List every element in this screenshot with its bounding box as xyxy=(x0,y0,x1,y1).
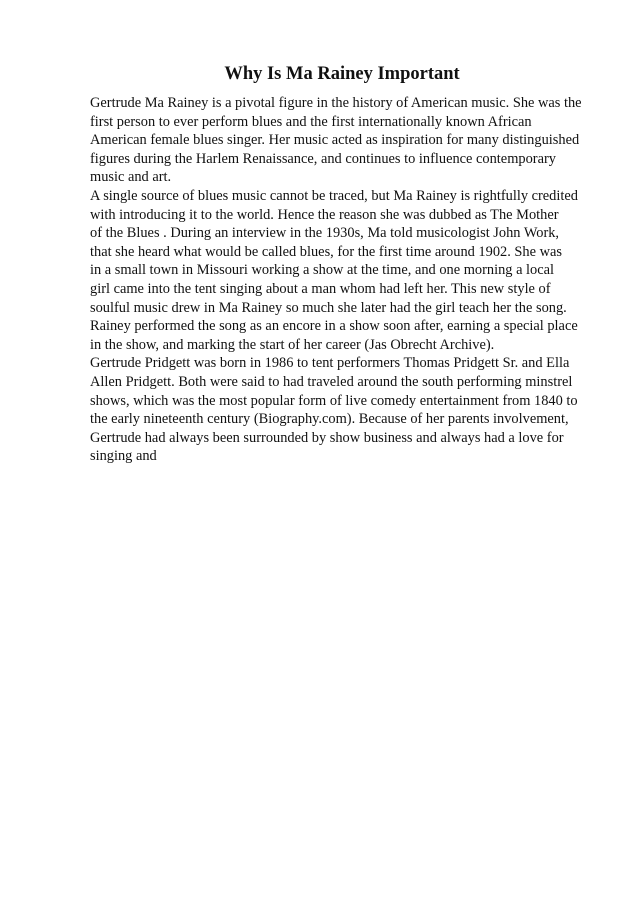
body-line: in the show, and marking the start of her career (Jas Obrecht Archive). xyxy=(90,336,495,353)
body-line: A single source of blues music cannot be traced, but Ma Rainey is rightfully credited xyxy=(90,187,578,204)
body-line: figures during the Harlem Renaissance, and continues to influence contemporary xyxy=(90,150,556,167)
body-line: with introducing it to the world. Hence the reason she was dubbed as The Mother xyxy=(90,206,559,223)
body-line: first person to ever perform blues and the first internationally known African xyxy=(90,113,532,130)
body-line: music and art. xyxy=(90,169,172,186)
body-line: in a small town in Missouri working a show at the time, and one morning a local xyxy=(90,262,555,279)
body-line: American female blues singer. Her music acted as inspiration for many distinguished xyxy=(90,132,580,149)
body-line: Allen Pridgett. Both were said to had traveled around the south performing minstrel xyxy=(90,373,573,390)
document-body xyxy=(90,94,610,466)
body-line: soulful music drew in Ma Rainey so much she later had the girl teach her the song. xyxy=(90,299,567,316)
body-line: of the Blues . During an interview in the 1930s, Ma told musicologist John Work, xyxy=(90,225,560,242)
body-line: shows, which was the most popular form of live comedy entertainment from 1840 to xyxy=(90,392,578,409)
body-line: Gertrude Ma Rainey is a pivotal figure in the history of American music. She was the xyxy=(90,95,582,111)
body-line: singing and xyxy=(90,448,157,465)
body-line: girl came into the tent singing about a man whom had left her. This new style of xyxy=(90,280,551,297)
body-line: Gertrude Pridgett was born in 1986 to tent performers Thomas Pridgett Sr. and Ella xyxy=(90,355,570,372)
document-title: Why Is Ma Rainey Important xyxy=(224,64,460,84)
body-line: Rainey performed the song as an encore in a show soon after, earning a special place xyxy=(90,318,578,335)
body-line: that she heard what would be called blues, for the first time around 1902. She was xyxy=(90,243,562,260)
body-line: Gertrude had always been surrounded by show business and always had a love for xyxy=(90,429,564,446)
body-line: the early nineteenth century (Biography.com). Because of her parents involvement, xyxy=(90,411,569,428)
